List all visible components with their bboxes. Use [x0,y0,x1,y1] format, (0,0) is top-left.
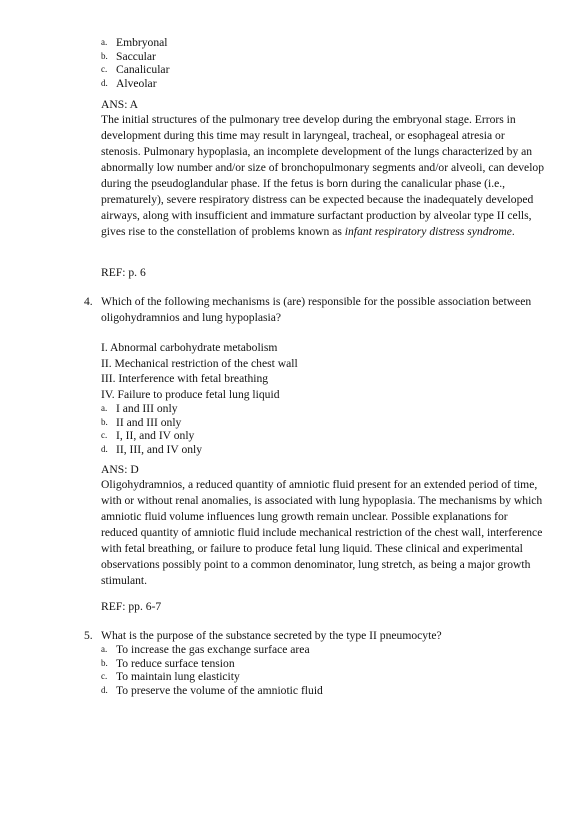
q4-statement: III. Interference with fetal breathing [101,372,269,385]
option-letter: c. [101,64,108,74]
q3-rationale-end: . [511,225,515,238]
q5-question: What is the purpose of the substance secreted by the type II pneumocyte? [101,629,442,642]
q5-number: 5. [84,629,93,642]
option-letter: d. [101,443,108,454]
option-text: I, II, and IV only [116,429,195,442]
option-text: Saccular [116,49,156,63]
q3-answer: ANS: A [101,98,139,111]
q4-option-c [101,429,541,443]
q4-number: 4. [84,295,93,308]
q3-rationale-italic: infant respiratory distress syndrome [344,225,512,238]
q4-rationale: Oligohydramnios, a reduced quantity of amniotic fluid present for an extended period of time, with or without renal anomalies, is associated with lung hypoplasia. The mechanisms by which amniotic fluid volume influences lung growth remain unclear. Possible explanations for reduced quantity of amniotic fluid include mechanical restriction of the chest wall, interference with fetal breathing, or failure to produce fetal lung liquid. These clinical and experimental observations possibly point to a common denominator, lung stretch, as being a major growth stimulant. [101,478,543,587]
option-letter: a. [101,644,108,654]
option-text: To maintain lung elasticity [116,670,240,683]
option-text: I and III only [116,402,178,415]
option-text: II and III only [116,415,182,429]
q3-options [101,36,541,90]
q5-options [101,643,541,697]
q4-options [101,402,541,456]
option-letter: c. [101,671,108,681]
q3-rationale-main: The initial structures of the pulmonary tree develop during the embryonal stage. Errors in development during this time may result in laryngeal, tracheal, or esophageal atresia or stenosis. Pulmonary hypoplasia, an incomplete development of the lungs characterized by an abnormally low number and/or size of bronchopulmonary segments and/or alveoli, can develop during the pseudoglandular phase. If the fetus is born during the canalicular phase (i.e., prematurely), severe respiratory distress can be expected because the inadequately developed airways, along with insufficient and immature surfactant production by alveolar type II cells, gives rise to the constellation of problems known as [101,113,545,238]
option-text: To increase the gas exchange surface area [116,643,310,656]
q3-rationale [101,112,547,240]
option-text: Alveolar [116,76,157,90]
q5-option-a [101,643,541,657]
option-letter: b. [101,416,108,427]
option-letter: a. [101,403,108,413]
q4-option-d [101,443,541,457]
q3-option-b [101,50,541,64]
option-text: To reduce surface tension [116,656,235,670]
q4-statement: IV. Failure to produce fetal lung liquid [101,387,280,401]
q4-question: Which of the following mechanisms is (are) responsible for the possible association between oligohydramnios and lung hypoplasia? [101,295,532,324]
q3-option-d [101,77,541,91]
q4-statement: II. Mechanical restriction of the chest wall [101,356,298,370]
q4-option-a [101,402,541,416]
option-text: Embryonal [116,36,168,49]
q3-option-c [101,63,541,77]
q4-answer: ANS: D [101,463,139,476]
q3-reference: REF: p. 6 [101,266,146,279]
q4-option-b [101,416,541,430]
option-letter: b. [101,50,108,61]
option-text: Canalicular [116,63,170,76]
option-letter: a. [101,37,108,47]
option-letter: d. [101,684,108,695]
q4-statements [101,340,546,402]
option-letter: c. [101,430,108,440]
option-text: To preserve the volume of the amniotic fluid [116,683,323,697]
q5-option-b [101,657,541,671]
option-letter: b. [101,657,108,668]
q4-statement: I. Abnormal carbohydrate metabolism [101,341,278,354]
q3-option-a [101,36,541,50]
option-letter: d. [101,77,108,88]
option-text: II, III, and IV only [116,442,203,456]
q4-reference: REF: pp. 6-7 [101,600,162,613]
q5-option-c [101,670,541,684]
q5-option-d [101,684,541,698]
